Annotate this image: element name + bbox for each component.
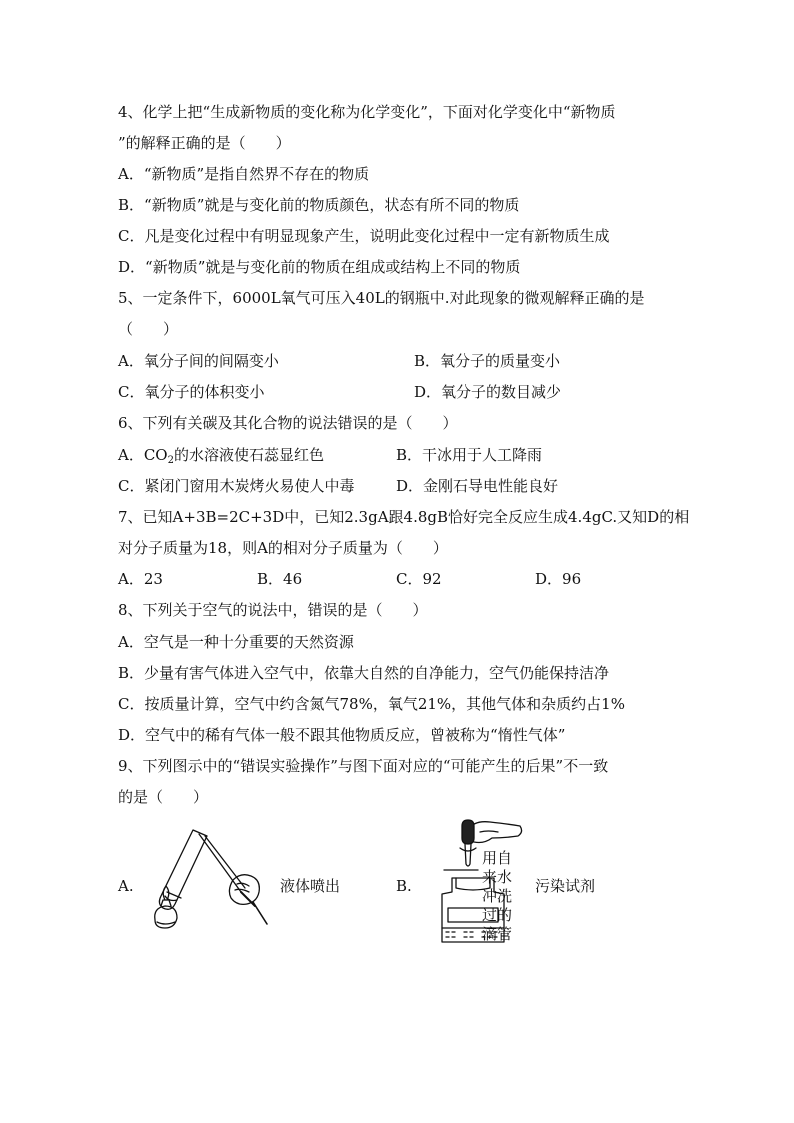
q6-option-b: B．干冰用于人工降雨 [396,446,543,464]
fig-a-label: A. [118,877,134,895]
q6-option-a-suffix: 的水溶液使石蕊显红色 [173,446,324,464]
fig-a-result: 液体喷出 [280,877,341,895]
fig-b-annotation-line-4: 过的 [481,906,512,924]
q6-option-c: C．紧闭门窗用木炭烤火易使人中毒 [118,477,355,495]
fig-b-annotation [481,849,513,944]
fig-b-result: 污染试剂 [535,877,596,895]
q8-stem: 8、下列关于空气的说法中，错误的是（ ） [118,601,428,619]
q7-option-c: C．92 [396,570,442,588]
q5-option-b: B．氧分子的质量变小 [414,352,561,370]
q6-option-a-prefix: A．CO [118,446,168,464]
q8-option-c: C．按质量计算，空气中约含氮气78%，氧气21%，其他气体和杂质约占1% [118,695,625,713]
fig-b-annotation-line-1: 用自 [481,849,512,867]
q7-stem-line1: 7、已知A+3B=2C+3D中，已知2.3gA跟4.8gB恰好完全反应生成4.4gC.又知D的相 [118,508,690,526]
q4-option-a: A．“新物质”是指自然界不存在的物质 [118,165,370,183]
q8-option-d: D．空气中的稀有气体一般不跟其他物质反应，曾被称为“惰性气体” [118,726,566,744]
q7-option-a: A．23 [118,570,163,588]
q4-stem-line2: ”的解释正确的是（ ） [118,134,291,152]
q4-stem-line1: 4、化学上把“生成新物质的变化称为化学变化”，下面对化学变化中“新物质 [118,103,616,121]
q5-option-c: C．氧分子的体积变小 [118,383,265,401]
q6-option-d: D．金刚石导电性能良好 [396,477,559,495]
q9-stem-line2: 的是（ ） [118,788,209,806]
q7-stem-line2: 对分子质量为18，则A的相对分子质量为（ ） [118,539,448,557]
q6-stem: 6、下列有关碳及其化合物的说法错误的是（ ） [118,414,458,432]
q8-option-a: A．空气是一种十分重要的天然资源 [118,633,354,651]
fig-b-annotation-line-3: 冲洗 [481,887,512,905]
q7-option-d: D．96 [535,570,582,588]
fig-b-annotation-line-2: 来水 [481,868,512,886]
fig-b-annotation-line-5: 滴管 [481,925,512,943]
q9-stem-line1: 9、下列图示中的“错误实验操作”与图下面对应的“可能产生的后果”不一致 [118,757,609,775]
q6-option-a [118,445,324,465]
fig-b-dropper-bottle-illustration [428,816,528,946]
q8-option-b: B．少量有害气体进入空气中，依靠大自然的自净能力，空气仍能保持洁净 [118,664,610,682]
q7-option-b: B．46 [257,570,303,588]
q4-option-d: D．“新物质”就是与变化前的物质在组成或结构上不同的物质 [118,258,521,276]
q5-stem-line2: （ ） [118,320,179,338]
fig-a-test-tube-illustration [145,822,275,932]
q5-option-a: A．氧分子间的间隔变小 [118,352,279,370]
q4-option-b: B．“新物质”就是与变化前的物质颜色，状态有所不同的物质 [118,196,520,214]
q5-stem-line1: 5、一定条件下，6000L氧气可压入40L的钢瓶中.对此现象的微观解释正确的是 [118,289,645,307]
q4-option-c: C．凡是变化过程中有明显现象产生，说明此变化过程中一定有新物质生成 [118,227,610,245]
fig-b-label: B. [396,877,412,895]
q6-option-a-subscript: 2 [167,455,174,466]
q5-option-d: D．氧分子的数目减少 [414,383,562,401]
